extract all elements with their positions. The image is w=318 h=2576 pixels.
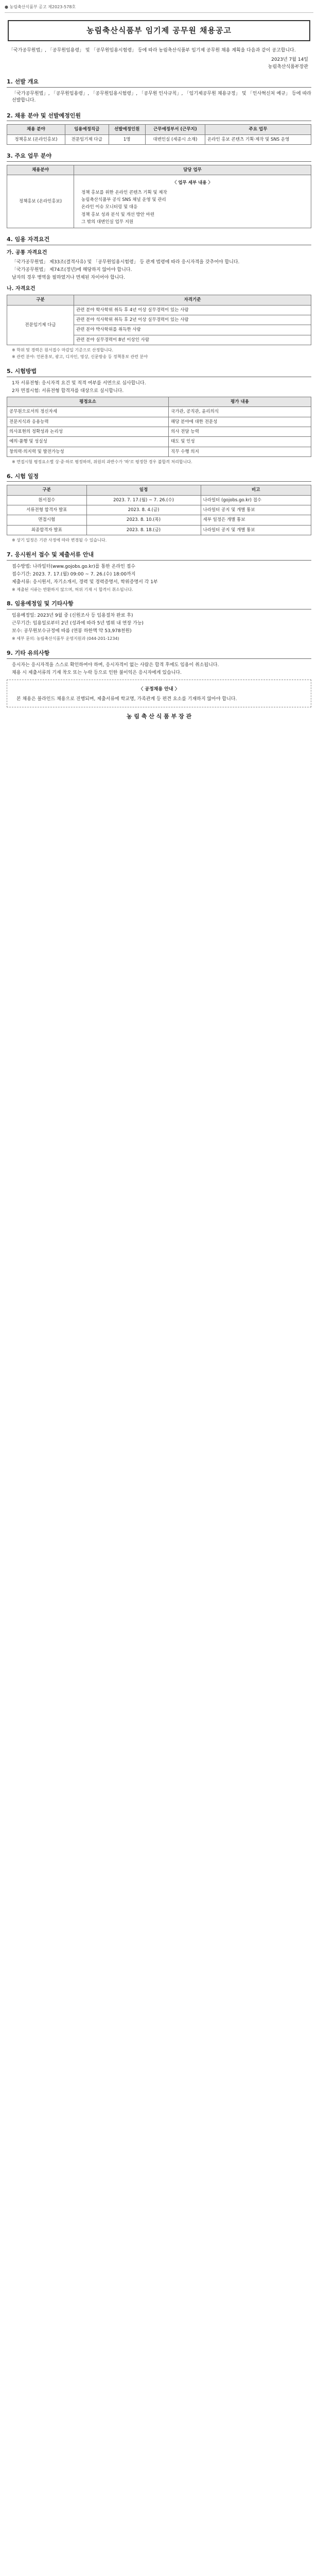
table-cell: 예의·품행 및 성실성	[7, 437, 169, 447]
table-cell: 관련 분야 석사학위 취득 후 2년 이상 실무경력이 있는 사람	[74, 315, 311, 325]
bullet-item: 「국가공무원법」 제33조(결격사유) 및 「공무원임용시험령」 등 관계 법령에 따라 응시자격을 갖추어야 합니다.	[12, 259, 240, 265]
table-row	[7, 505, 311, 515]
table-cell: 2023. 8. 4.(금)	[86, 505, 201, 515]
section-title: 5. 시험방법	[7, 367, 311, 377]
table-header: 구분	[7, 295, 74, 305]
table-cell: 전문지식과 응용능력	[7, 417, 169, 427]
positions-table	[7, 124, 311, 145]
table-header: 일정	[86, 485, 201, 495]
intro-text: 「국가공무원법」, 「공무원임용령」 및 「공무원임용시험령」 등에 따라 농림축산식품부 임기제 공무원 채용 계획을 다음과 같이 공고합니다.	[9, 48, 296, 54]
table-row	[7, 305, 311, 315]
table-cell: 정책홍보 (온라인홍보)	[7, 134, 65, 144]
note: ※ 제출된 서류는 반환하지 않으며, 허위 기재 시 합격이 취소됩니다.	[12, 587, 133, 592]
duty-item: 정책 홍보를 위한 온라인 콘텐츠 기획 및 제작	[81, 190, 167, 195]
bullet-item: 보수: 공무원보수규정에 따름 (연봉 하한액 약 53,978천원)	[12, 629, 132, 634]
table-row	[7, 134, 311, 144]
section-appointment	[5, 600, 313, 642]
duty-item: 그 밖의 대변인실 업무 지원	[81, 219, 134, 225]
fair-hiring-box	[7, 680, 311, 707]
section-title: 2. 채용 분야 및 선발예정인원	[7, 112, 311, 122]
note: ※ 면접시험 평정요소별 상·중·하로 평정하며, 위원의 과반수가 '하'로 평정한 경우 불합격 처리합니다.	[12, 459, 192, 464]
table-row	[7, 427, 311, 437]
subsection-title: 가. 공통 자격요건	[7, 250, 47, 256]
table-cell: 태도 및 인성	[169, 437, 311, 447]
table-cell: 정책홍보 (온라인홍보)	[7, 175, 74, 228]
note: ※ 상기 일정은 기관 사정에 따라 변경될 수 있습니다.	[12, 538, 107, 543]
issuer: 농림축산식품부장관	[268, 64, 308, 70]
table-cell: 면접시험	[7, 515, 87, 525]
section-qualifications	[5, 235, 313, 360]
table-cell: 온라인 홍보 콘텐츠 기획·제작 및 SNS 운영	[205, 134, 311, 144]
box-title: 〈 공정채용 안내 〉	[138, 687, 180, 692]
table-cell: 나라일터 (gojobs.go.kr) 접수	[201, 495, 311, 505]
table-header: 선발예정인원	[109, 125, 145, 134]
table-cell: 공무원으로서의 정신자세	[7, 407, 169, 417]
page-title: 농림축산식품부 임기제 공무원 채용공고	[86, 25, 232, 35]
table-cell: 전문임기제 다급	[7, 305, 74, 345]
evaluation-table	[7, 397, 311, 457]
section-title: 8. 임용예정일 및 기타사항	[7, 600, 311, 609]
bullet-item: 「국가공무원법」, 「공무원임용령」, 「공무원임용시험령」, 「공무원 인사규칙」, 「임기제공무원 채용규정」 및 「인사혁신처 예규」 등에 따라 선발합니다.	[12, 91, 311, 104]
title-box	[8, 20, 310, 42]
table-header: 임용예정직급	[65, 125, 109, 134]
table-header: 주요 업무	[205, 125, 311, 134]
bullet-item: 「국가공무원법」 제74조(정년)에 해당하지 않아야 합니다.	[12, 267, 132, 273]
bullet-item: 제출서류: 응시원서, 자기소개서, 경력 및 경력증명서, 학위증명서 각 1부	[12, 579, 158, 585]
duties-heading: 〈 업무 세부 내용 〉	[172, 180, 213, 186]
bullet-item: 채용 시 제출서류의 기재 착오 또는 누락 등으로 인한 불이익은 응시자에게 있습니다.	[12, 670, 182, 675]
note: ※ 학위 및 경력은 원서접수 마감일 기준으로 산정합니다.	[12, 347, 114, 352]
section-title: 4. 임용 자격요건	[7, 235, 311, 245]
table-header: 근무예정부서 (근무지)	[145, 125, 205, 134]
section-overview	[5, 78, 313, 104]
table-header: 채용 분야	[7, 125, 65, 134]
table-header: 평가 내용	[169, 397, 311, 407]
table-cell: 세부 일정은 개별 통보	[201, 515, 311, 525]
table-cell: 나라일터 공지 및 개별 통보	[201, 505, 311, 515]
table-cell: 2023. 8. 10.(목)	[86, 515, 201, 525]
qualification-table	[7, 295, 311, 345]
section-duties	[5, 152, 313, 228]
section-title: 6. 시험 일정	[7, 472, 311, 482]
table-cell: 대변인실 (세종시 소재)	[145, 134, 205, 144]
subsection-title: 나. 자격요건	[7, 285, 36, 292]
table-row	[7, 525, 311, 535]
duty-item: 온라인 이슈 모니터링 및 대응	[81, 205, 138, 210]
table-cell: 국가관, 공직관, 윤리의식	[169, 407, 311, 417]
table-row	[7, 417, 311, 427]
table-row	[7, 437, 311, 447]
table-row	[7, 407, 311, 417]
table-cell: 나라일터 공지 및 개별 통보	[201, 525, 311, 535]
table-cell: 창의력·의지력 및 발전가능성	[7, 447, 169, 456]
table-row	[7, 447, 311, 456]
bullet-item: 접수방법: 나라일터(www.gojobs.go.kr)를 통한 온라인 접수	[12, 564, 136, 569]
announce-date: 2023년 7월 14일	[271, 57, 308, 63]
table-row	[7, 175, 311, 228]
table-cell: 2023. 8. 18.(금)	[86, 525, 201, 535]
bullet-item: 응시자는 응시자격을 스스로 확인하여야 하며, 응시자격이 없는 사람은 합격 후에도 임용이 취소됩니다.	[12, 662, 219, 668]
announcement-number: ● 농림축산식품부 공고 제2023-578호	[5, 3, 313, 13]
table-cell: 2023. 7. 17.(월) ~ 7. 26.(수)	[86, 495, 201, 505]
section-application	[5, 551, 313, 593]
table-cell: 1명	[109, 134, 145, 144]
table-cell: 관련 분야 학사학위 취득 후 4년 이상 실무경력이 있는 사람	[74, 305, 311, 315]
note: ※ 세부 문의: 농림축산식품부 운영지원과 (044-201-1234)	[12, 636, 119, 641]
bullet-item: 근무기간: 임용일로부터 2년 (성과에 따라 5년 범위 내 연장 가능)	[12, 621, 144, 626]
bullet-item: 남자의 경우 병역을 필하였거나 면제된 자이어야 합니다.	[12, 275, 125, 280]
bullet-item: 1차 서류전형: 응시자격 요건 및 적격 여부를 서면으로 심사합니다.	[12, 380, 146, 386]
table-header: 구분	[7, 485, 87, 495]
table-cell: 원서접수	[7, 495, 87, 505]
table-header: 담당 업무	[74, 165, 311, 175]
table-cell: 최종합격자 발표	[7, 525, 87, 535]
table-cell: 해당 분야에 대한 전문성	[169, 417, 311, 427]
table-header: 자격기준	[74, 295, 311, 305]
duty-item: 농림축산식품부 공식 SNS 채널 운영 및 관리	[81, 197, 166, 202]
table-header: 평정요소	[7, 397, 169, 407]
schedule-table	[7, 485, 311, 535]
duty-item: 정책 홍보 성과 분석 및 개선 방안 마련	[81, 212, 155, 217]
section-schedule	[5, 472, 313, 544]
table-header: 채용분야	[7, 165, 74, 175]
table-cell: 관련 분야 실무경력이 8년 이상인 사람	[74, 335, 311, 345]
table-cell: 직무 수행 의지	[169, 447, 311, 456]
table-cell: 관련 분야 박사학위를 취득한 사람	[74, 325, 311, 335]
bullet-item: 접수기간: 2023. 7. 17.(월) 09:00 ~ 7. 26.(수) 18:00까지	[12, 571, 136, 577]
section-notes	[5, 649, 313, 707]
section-exam-method	[5, 367, 313, 465]
table-cell: 의사 전달 능력	[169, 427, 311, 437]
box-text: 본 채용은 블라인드 채용으로 진행되며, 제출서류에 학교명, 가족관계 등 편견 요소를 기재하지 않아야 합니다.	[16, 697, 237, 702]
table-row	[7, 515, 311, 525]
section-positions	[5, 112, 313, 145]
table-cell: 전문임기제 다급	[65, 134, 109, 144]
section-title: 7. 응시원서 접수 및 제출서류 안내	[7, 551, 311, 561]
document	[5, 0, 313, 731]
note: ※ 관련 분야: 언론홍보, 광고, 디자인, 영상, 신문방송 등 정책홍보 관련 분야	[12, 354, 148, 360]
table-header: 비고	[201, 485, 311, 495]
table-cell: 서류전형 합격자 발표	[7, 505, 87, 515]
issuer-stamp: 농 림 축 산 식 품 부 장 관	[126, 713, 192, 720]
section-title: 3. 주요 업무 분야	[7, 152, 311, 162]
table-cell	[74, 175, 311, 228]
table-row	[7, 495, 311, 505]
bullet-item: 임용예정일: 2023년 9월 중 (신원조사 등 임용절차 완료 후)	[12, 613, 133, 619]
section-title: 9. 기타 유의사항	[7, 649, 311, 659]
table-cell: 의사표현의 정확성과 논리성	[7, 427, 169, 437]
bullet-item: 2차 면접시험: 서류전형 합격자를 대상으로 실시합니다.	[12, 388, 124, 394]
dateline	[5, 54, 313, 71]
duties-table	[7, 165, 311, 228]
section-title: 1. 선발 개요	[7, 78, 311, 88]
